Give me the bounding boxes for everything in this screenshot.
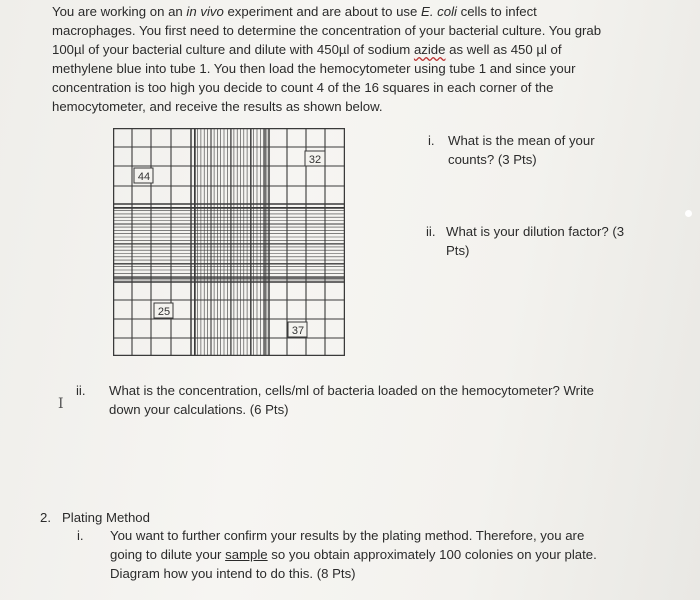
count-bottom-right: 37 [291,325,305,337]
question-ii-line-2: Pts) [446,243,470,258]
question-ii-line-1: What is your dilution factor? (3 [446,224,625,239]
ecoli-italic: E. coli [421,4,457,19]
intro-line-2: macrophages. You first need to determine the concentration of your bacterial culture. You grab [52,23,602,38]
intro-line-1: You are working on an in vivo experiment and are about to use E. coli cells to infect [52,4,537,19]
hemocytometer-grid [113,128,345,356]
question-i [428,131,595,169]
question-iii-line-2: down your calculations. (6 Pts) [109,402,289,417]
question-iii-number: ii. [76,383,86,398]
glare-dot [685,210,692,217]
text-cursor-icon: I [58,396,64,412]
section-2-number: 2. [40,510,51,525]
section-2-sub-number: i. [77,528,84,543]
section-2-line-1: You want to further confirm your results by the plating method. Therefore, you are [110,528,585,543]
azide-spellcheck: azide [413,42,446,57]
intro-line-5: concentration is too high you decide to count 4 of the 16 squares in each corner of the [52,80,554,95]
intro-line-3: 100µl of your bacterial culture and dilute with 450µl of sodium azide as well as 450 µl of [52,42,562,57]
intro-line-6: hemocytometer, and receive the results as shown below. [52,99,383,114]
sample-underlined: sample [225,547,268,562]
section-2-line-3: Diagram how you intend to do this. (8 Pts) [110,566,356,581]
question-ii-number: ii. [426,224,436,239]
question-i-line-2: counts? (3 Pts) [448,152,537,167]
question-i-number: i. [428,133,435,148]
intro-paragraph [52,2,652,116]
count-top-right: 32 [308,154,322,166]
in-vivo-italic: in vivo [186,4,224,19]
section-2-line-2: going to dilute your sample so you obtain approximately 100 colonies on your plate. [110,547,597,562]
intro-line-4: methylene blue into tube 1. You then load the hemocytometer using tube 1 and since your [52,61,576,76]
count-bottom-left: 25 [157,306,171,318]
question-ii [426,222,624,260]
question-i-line-1: What is the mean of your [448,133,595,148]
section-2-title: Plating Method [62,510,150,525]
count-top-left: 44 [137,171,151,183]
question-iii-line-1: What is the concentration, cells/ml of bacteria loaded on the hemocytometer? Write [109,383,595,398]
